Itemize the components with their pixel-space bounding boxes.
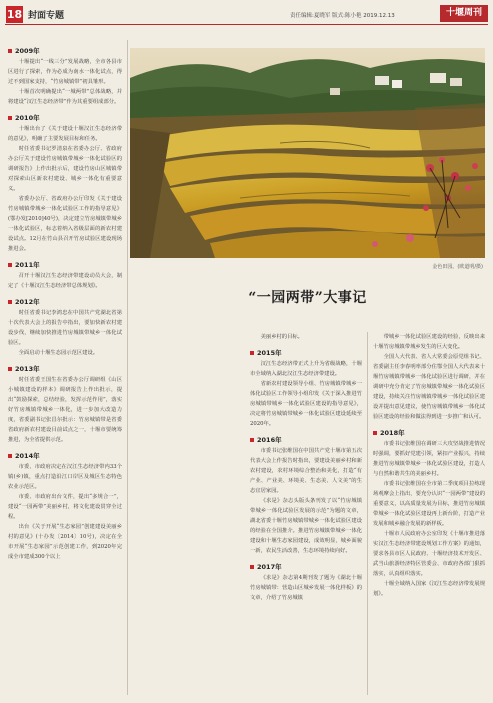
article-paragraph: 十堰出台了《关于建设十堰汉江生态经济带的意见》，明确了主要发展目标和任务。 [8, 126, 122, 142]
brand-logo: 十堰周刊 [440, 5, 488, 22]
year-heading: 2016年 [250, 435, 362, 444]
year-heading: 2018年 [373, 428, 485, 437]
year-heading: 2015年 [250, 348, 362, 357]
article-paragraph: 十堰全域纳入国家《汉江生态经济带发展规划》。 [373, 581, 485, 597]
article-paragraph: 时任省委王国生在省委办公厅调研组《山区小城镇建设的样本》调研报告上作出批示，提出“鼓励探索，总结经验，发挥示范作用”，落实好竹房城镇带城乡一体化，进一步加大改造力度，省委副书记张昌尔批示：竹房城镇带是省委省政府新农村建设目前试点之一，十堰市要统筹推进，为全省提供示范。 [8, 377, 122, 443]
article-paragraph: 时任省委书记罗清泉在省委办公厅、省政府办公厅关于建设竹房城镇带城乡一体化试验区的调研报告》上作出批示后，建设竹房山区城镇带对探索山区新农村建设、城乡一体化有重要意义。 [8, 146, 122, 192]
article-paragraph: 《求是》杂志第4期刊发了题为《湖北十堰竹房城镇带：营造山区城乡发展一体化样板》的文章，介绍了竹房城镇 [250, 575, 362, 601]
article-paragraph: 市委书记张维国在全市第二季度项目拉练现场观摩会上指出，要充分认识“一园两带”建设的重要意义，以高质量发展为目标，推进竹房城镇带城乡一体化试验区建设再上新台阶，打造产业发展和城乡融合发展的新样板。 [373, 481, 485, 527]
article-column-1 [8, 40, 122, 562]
article-paragraph: 全面启动十堰生态园示范区建设。 [18, 350, 99, 356]
article-paragraph: 市委、市政府决定在汉江生态经济带内33个镇(乡)镇，重点打造沿江口岸区及城区生态特色农业示范区。 [8, 464, 122, 490]
year-heading: 2017年 [250, 562, 362, 571]
article-paragraph: 省新农村建设领导小组、竹房城镇带城乡一体化试验区工作领导小组印发《关于深入推进竹房城镇带城乡一体化试验区建设的指导意见》，决定将竹房城镇带城乡一体化试验区建设延续至2020年。 [250, 381, 362, 427]
year-heading: 2013年 [8, 364, 122, 373]
article-paragraph: 十堰首次明确提出“一城两带”总体战略，并将建设“汉江生态经济带”作为其重要组成部分。 [8, 89, 122, 105]
article-paragraph: 市委、市政府出台文件，提出“多规合一”，建设“一园两带”美丽乡村，将文化建设贯穿全过程。 [8, 494, 122, 520]
year-heading: 2011年 [8, 260, 122, 269]
year-heading: 2014年 [8, 451, 122, 460]
article-paragraph: 召开十堰汉江生态经济带建设动员大会，制定了《十堰汉江生态经济带总体规划》。 [8, 273, 122, 289]
article-paragraph: 十堰提出“一线三分”发展战略，全市各县市区进行了探索，作为必成为南水一体化试点，得过不到国家支持，“竹房城镇带”初具雏形。 [8, 59, 122, 85]
cover-photo [130, 48, 485, 258]
editor-credits: 责任编辑:夏晓军 版式:陈小艳 2019.12.13 [290, 13, 395, 19]
article-paragraph: 汉江生态经济带正式上升为省级战略，十堰市全域纳入湖北汉江生态经济带建设。 [250, 361, 362, 377]
header-rule [5, 24, 488, 25]
article-paragraph: 十堰市人民政府办公室印发《十堰市推进落实汉江生态经济带建设规划工作方案》的通知，要求各县市区人民政府、十堰经济技术开发区、武当山旅游经济特区管委会、市政府各部门狠抓落实，认真组织落实。 [373, 531, 485, 577]
article-paragraph: 市委书记张维国在中国共产党十堰市第五次代表大会上作报告时指出，要建设美丽乡村和新农村建设，农村环境综合整治和美化，打造“有产业、产业美、环境美、生态美、人文美”的生态宜居家园。 [250, 448, 362, 494]
article-paragraph: 省委办公厅、省政府办公厅印发《关于建设竹房城镇带城乡一体化试验区工作的指导意见》(鄂办发[2010]40号)，决定建立竹房城镇带城乡一体化试验区，标志着纳入省级层面的新农村建设试点。12月在竹山县召开竹房试验区建设现场推进会。 [8, 196, 122, 252]
year-heading: 2009年 [8, 46, 122, 55]
article-paragraph: 《求是》杂志头版头条刊发了以“竹房城镇带城乡一体化试验区发展的示范”为题的文章，湖北省委十堰竹房城镇带城乡一体化试验区建设的经验在全国推介。推进竹房城镇带城乡一体化建设和十堰生态家园建设，成效明显，城乡面貌一新，农民生活改善，生态环境持续向好。 [250, 498, 362, 554]
column-divider [367, 332, 368, 695]
year-heading: 2010年 [8, 113, 122, 122]
article-paragraph: 出台《关于开展“生态家园”创建建设美丽乡村的意见》(十办发〔2014〕10号)，决定在全市开展“生态家园”示范创建工作，到2020年完成全市建成300个以上 [8, 524, 122, 560]
article-paragraph: 时任省委书记李鸿忠在中国共产党湖北省第十次代表大会上的报告中指出，要加快新农村建设步伐，继续加快推进竹房城镇带城乡一体化试验区。 [8, 310, 122, 346]
column-divider [127, 40, 128, 695]
article-paragraph: 美丽乡村的目标。 [260, 334, 303, 340]
article-title: “一园两带”大事记 [248, 290, 367, 306]
article-paragraph: 带城乡一体化试验区建设的经验，反映出来十堰竹房城镇带城乡发生的巨大变化。 [373, 334, 485, 350]
photo-caption: 金色田园。(欧道明/摄) [432, 264, 483, 270]
article-column-3 [373, 332, 485, 599]
article-paragraph: 全国人大代表、省人大常委会原党组书记、省委副主任李春明率部分住鄂全国人大代表来十堰竹房城镇带城乡一体化试验区进行调研，并在调研中充分肯定了竹房城镇带城乡一体化试验区建设，持续关注竹房城镇带城乡一体化试验区建设并提出意见建议，使竹房城镇带城乡一体化试验区建设的经验和做法得到进一步推广和认可。 [373, 354, 485, 420]
article-paragraph: 市委书记张维国在调研三大攻坚战推进情况时强调，要抓好党建引领，紧扣产业振兴，持续推进竹房城镇带城乡一体化试验区建设，打造人与自然和谐共生的美丽乡村。 [373, 441, 485, 477]
section-title: 封面专题 [28, 11, 65, 21]
year-heading: 2012年 [8, 297, 122, 306]
article-column-2 [250, 332, 362, 603]
page-number: 18 [6, 8, 23, 21]
page-header [0, 4, 493, 26]
